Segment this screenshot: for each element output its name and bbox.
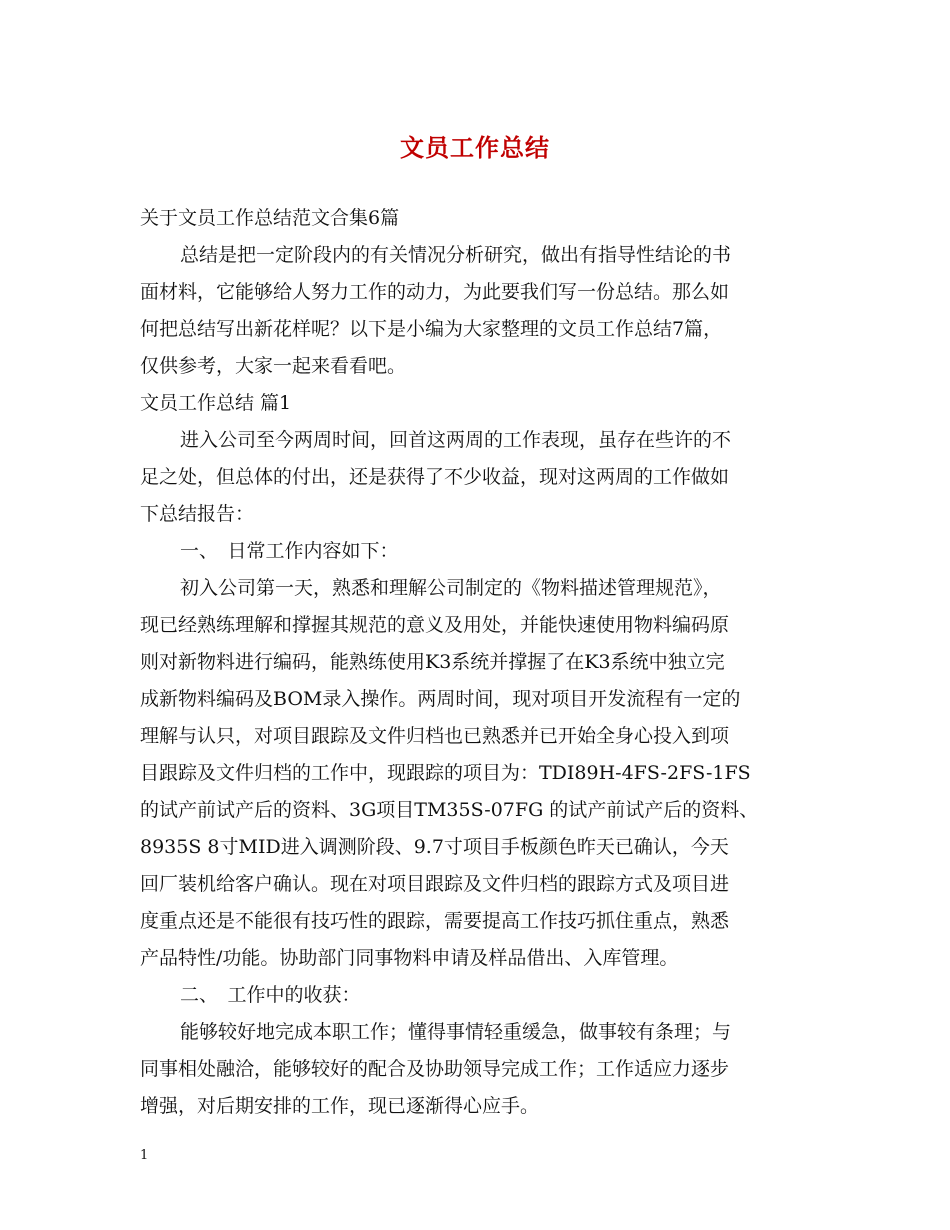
- paragraph-line: 同事相处融洽，能够较好的配合及协助领导完成工作；工作适应力逐步: [140, 1058, 730, 1080]
- paragraph-line: 回厂装机给客户确认。现在对项目跟踪及文件归档的跟踪方式及项目进: [140, 873, 730, 895]
- paragraph-line: 的试产前试产后的资料、3G项目TM35S-07FG 的试产前试产后的资料、: [140, 799, 759, 821]
- paragraph-line: 能够较好地完成本职工作；懂得事情轻重缓急，做事较有条理；与: [180, 1021, 732, 1043]
- section-heading: 文员工作总结 篇1: [140, 392, 292, 414]
- paragraph-line: 面材料，它能够给人努力工作的动力，为此要我们写一份总结。那么如: [140, 281, 730, 303]
- paragraph-line: 初入公司第一天，熟悉和理解公司制定的《物料描述管理规范》，: [180, 577, 722, 599]
- paragraph-line: 仅供参考，大家一起来看看吧。: [140, 355, 407, 377]
- subtitle-line: 关于文员工作总结范文合集6篇: [140, 207, 400, 229]
- paragraph-line: 增强，对后期安排的工作，现已逐渐得心应手。: [140, 1095, 540, 1117]
- paragraph-line: 理解与认只，对项目跟踪及文件归档也已熟悉并已开始全身心投入到项: [140, 725, 730, 747]
- paragraph-line: 足之处，但总体的付出，还是获得了不少收益，现对这两周的工作做如: [140, 466, 730, 488]
- list-heading: 二、 工作中的收获：: [180, 984, 361, 1006]
- document-body: [140, 200, 820, 1125]
- paragraph-line: 总结是把一定阶段内的有关情况分析研究，做出有指导性结论的书: [180, 244, 732, 266]
- paragraph-line: 目跟踪及文件归档的工作中，现跟踪的项目为：TDI89H-4FS-2FS-1FS: [140, 762, 751, 784]
- paragraph-line: 下总结报告：: [140, 503, 255, 525]
- paragraph-line: 现已经熟练理解和撑握其规范的意义及用处，并能快速使用物料编码原: [140, 614, 730, 636]
- page-number: 1: [140, 1148, 149, 1163]
- paragraph-line: 则对新物料进行编码，能熟练使用K3系统并撑握了在K3系统中独立完: [140, 651, 725, 673]
- paragraph-line: 进入公司至今两周时间，回首这两周的工作表现，虽存在些许的不: [180, 429, 732, 451]
- list-heading: 一、 日常工作内容如下：: [180, 540, 399, 562]
- paragraph-line: 度重点还是不能很有技巧性的跟踪，需要提高工作技巧抓住重点，熟悉: [140, 910, 730, 932]
- paragraph-line: 何把总结写出新花样呢？以下是小编为大家整理的文员工作总结7篇，: [140, 318, 723, 340]
- document-title: 文员工作总结: [400, 134, 550, 162]
- paragraph-line: 8935S 8寸MID进入调测阶段、9.7寸项目手板颜色昨天已确认，今天: [140, 836, 729, 858]
- paragraph-line: 成新物料编码及BOM录入操作。两周时间，现对项目开发流程有一定的: [140, 688, 741, 710]
- paragraph-line: 产品特性/功能。协助部门同事物料申请及样品借出、入库管理。: [140, 947, 679, 969]
